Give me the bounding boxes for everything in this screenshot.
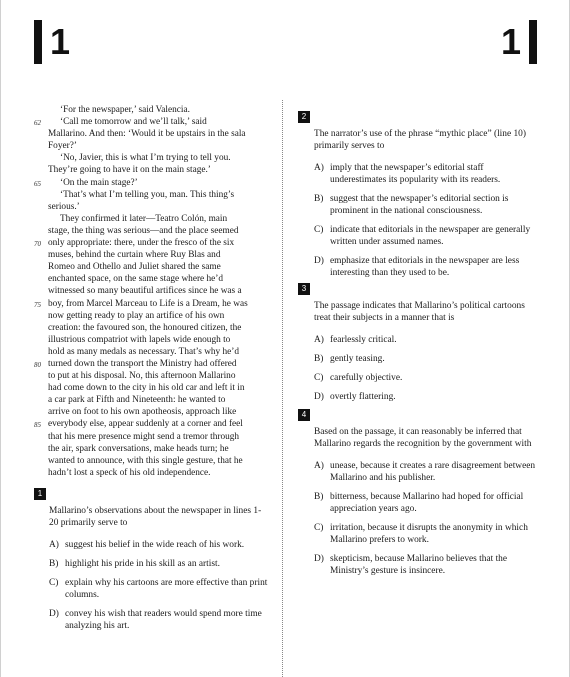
passage-line xyxy=(48,406,273,418)
question-4 xyxy=(298,404,538,584)
answer-choice-a[interactable] xyxy=(314,460,538,484)
choice-letter: D) xyxy=(314,554,324,564)
choice-text: bitterness, because Mallarino had hoped for official appreciation years ago. xyxy=(330,492,524,514)
passage-text: serious.’ xyxy=(48,201,80,212)
passage-line xyxy=(48,164,273,176)
passage-text: ‘No, Javier, this is what I’m trying to tell you. xyxy=(60,153,231,164)
passage-line xyxy=(48,273,273,285)
reading-passage xyxy=(34,104,273,479)
question-1 xyxy=(34,483,269,639)
passage-text: stage, the thing was serious—and the place seemed xyxy=(48,225,239,236)
passage-line xyxy=(34,418,273,430)
passage-text: ‘On the main stage?’ xyxy=(60,177,138,188)
passage-line xyxy=(34,358,273,370)
passage-text: a car park at Fifth and Nineteenth: he wanted to xyxy=(48,395,226,406)
answer-choice-b[interactable] xyxy=(49,558,269,570)
answer-choice-b[interactable] xyxy=(314,353,538,365)
question-stem: The narrator’s use of the phrase “mythic place” (line 10) primarily serves to xyxy=(314,129,526,151)
answer-choice-a[interactable] xyxy=(49,539,269,551)
passage-line xyxy=(48,443,273,455)
passage-line xyxy=(48,455,273,467)
question-number-badge: 4 xyxy=(298,409,310,421)
choice-text: indicate that editorials in the newspaper are generally written under assumed names. xyxy=(330,225,531,247)
section-number-right: 1 xyxy=(500,21,521,62)
choice-letter: C) xyxy=(314,373,324,383)
passage-text: Romeo and Othello and Juliet shared the same xyxy=(48,262,221,273)
passage-line xyxy=(48,346,273,358)
answer-choice-c[interactable] xyxy=(314,522,538,546)
choice-letter: A) xyxy=(314,163,324,173)
passage-text: the air, spark conversations, make heads turn; he xyxy=(48,443,229,454)
passage-text: arrive on foot to his own apotheosis, approach like xyxy=(48,407,237,418)
choice-letter: D) xyxy=(49,609,59,619)
choice-text: emphasize that editorials in the newspaper are less interesting than they used to be. xyxy=(330,256,520,278)
choice-text: suggest that the newspaper’s editorial section is prominent in the national consciousness. xyxy=(330,194,509,216)
passage-text: only appropriate: there, under the fresco of the six xyxy=(48,238,235,249)
answer-choice-d[interactable] xyxy=(49,608,269,632)
passage-line xyxy=(48,249,273,261)
answer-choice-d[interactable] xyxy=(314,255,538,279)
answer-choice-c[interactable] xyxy=(314,372,538,384)
answer-choice-a[interactable] xyxy=(314,162,538,186)
passage-line xyxy=(48,382,273,394)
passage-text: creation: the favoured son, the honoured citizen, the xyxy=(48,322,242,333)
passage-line xyxy=(48,285,273,297)
passage-line xyxy=(48,394,273,406)
choice-letter: B) xyxy=(314,354,324,364)
passage-text: to put at his disposal. No, this afternoon Mallarino xyxy=(48,371,236,382)
choice-text: skepticism, because Mallarino believes that the Ministry’s gesture is insincere. xyxy=(330,554,508,576)
passage-line xyxy=(48,261,273,273)
choice-letter: A) xyxy=(314,335,324,345)
choice-letter: D) xyxy=(314,392,324,402)
choice-text: highlight his pride in his skill as an artist. xyxy=(65,559,220,569)
passage-text: wanted to announce, with this single gesture, that he xyxy=(48,455,243,466)
line-number: 75 xyxy=(34,300,41,309)
passage-text: now getting ready to play an artifice of his own xyxy=(48,310,225,321)
passage-text: Mallarino. And then: ‘Would it be upstairs in the sala xyxy=(48,129,246,140)
answer-choice-a[interactable] xyxy=(314,334,538,346)
passage-line xyxy=(48,213,273,225)
line-number: 62 xyxy=(34,119,41,128)
passage-text: They confirmed it later—Teatro Colón, main xyxy=(60,213,228,224)
choice-letter: B) xyxy=(49,559,59,569)
choice-text: carefully objective. xyxy=(330,373,403,383)
line-number: 80 xyxy=(34,360,41,369)
question-2 xyxy=(298,106,538,286)
passage-text: hold as many medals as necessary. That’s why he’d xyxy=(48,346,240,357)
choice-letter: B) xyxy=(314,492,324,502)
passage-line xyxy=(48,467,273,479)
answer-choice-b[interactable] xyxy=(314,193,538,217)
choice-text: imply that the newspaper’s editorial staff underestimates its popularity with its readers. xyxy=(330,163,501,185)
passage-text: that his mere presence might send a tremor through xyxy=(48,431,240,442)
line-number: 85 xyxy=(34,421,41,430)
question-stem: The passage indicates that Mallarino’s political cartoons treat their subjects in a manner that is xyxy=(314,301,525,323)
passage-text: ‘For the newspaper,’ said Valencia. xyxy=(60,105,190,115)
question-number-badge: 3 xyxy=(298,283,310,295)
passage-line xyxy=(48,189,273,201)
choice-letter: C) xyxy=(314,225,324,235)
passage-text: enchanted space, on the same stage where he’d xyxy=(48,274,224,285)
passage-line xyxy=(48,225,273,237)
answer-choice-b[interactable] xyxy=(314,491,538,515)
passage-line xyxy=(34,237,273,249)
passage-text: everybody else, appear suddenly at a corner and feel xyxy=(48,419,243,430)
choice-text: fearlessly critical. xyxy=(330,335,397,345)
line-number: 70 xyxy=(34,240,41,249)
passage-text: illustrious compatriot with lapels wide enough to xyxy=(48,334,231,345)
choice-text: explain why his cartoons are more effective than print columns. xyxy=(65,578,268,600)
question-number-badge: 1 xyxy=(34,488,46,500)
passage-line xyxy=(48,310,273,322)
passage-line xyxy=(48,140,273,152)
choice-text: unease, because it creates a rare disagreement between Mallarino and his publisher. xyxy=(330,461,536,483)
answer-choice-c[interactable] xyxy=(314,224,538,248)
question-stem: Based on the passage, it can reasonably be inferred that Mallarino regards the recognition by the government with xyxy=(314,427,532,449)
answer-choice-d[interactable] xyxy=(314,391,538,403)
passage-text: hadn’t lost a speck of his old independence. xyxy=(48,467,211,478)
choice-text: suggest his belief in the wide reach of his work. xyxy=(65,540,245,550)
passage-line xyxy=(48,152,273,164)
section-number-left: 1 xyxy=(50,21,71,62)
line-number: 65 xyxy=(34,179,41,188)
answer-choice-d[interactable] xyxy=(314,553,538,577)
choice-letter: A) xyxy=(49,540,59,550)
passage-line xyxy=(48,104,273,116)
passage-line xyxy=(34,116,273,128)
passage-line xyxy=(48,322,273,334)
passage-text: Foyer?’ xyxy=(48,141,77,152)
column-divider xyxy=(282,100,283,677)
choice-text: overtly flattering. xyxy=(330,392,396,402)
section-header-left xyxy=(34,20,70,64)
passage-line xyxy=(34,177,273,189)
choice-letter: C) xyxy=(314,523,324,533)
choice-letter: C) xyxy=(49,578,59,588)
choice-text: irritation, because it disrupts the anonymity in which Mallarino prefers to work. xyxy=(330,523,528,545)
choice-letter: A) xyxy=(314,461,324,471)
passage-text: muses, behind the curtain where Ruy Blas and xyxy=(48,250,221,261)
section-header-right xyxy=(501,20,537,64)
question-3 xyxy=(298,278,538,410)
section-bar-left xyxy=(34,20,42,64)
choice-letter: D) xyxy=(314,256,324,266)
passage-text: witnessed so many beautiful artifices since he was a xyxy=(48,286,242,297)
passage-line xyxy=(48,431,273,443)
passage-text: boy, from Marcel Marceau to Life is a Dream, he was xyxy=(48,298,248,309)
passage-line xyxy=(34,298,273,310)
passage-text: ‘That’s what I’m telling you, man. This thing’s xyxy=(60,189,235,200)
passage-text: turned down the transport the Ministry had offered xyxy=(48,358,237,369)
passage-line xyxy=(48,334,273,346)
question-number-badge: 2 xyxy=(298,111,310,123)
passage-line xyxy=(48,201,273,213)
question-stem: Mallarino’s observations about the newspaper in lines 1-20 primarily serve to xyxy=(49,506,262,528)
passage-text: ‘Call me tomorrow and we’ll talk,’ said xyxy=(60,117,207,128)
passage-text: They’re going to have it on the main stage.’ xyxy=(48,165,211,176)
choice-text: gently teasing. xyxy=(330,354,385,364)
passage-text: had come down to the city in his old car and left it in xyxy=(48,383,245,394)
passage-line xyxy=(48,128,273,140)
answer-choice-c[interactable] xyxy=(49,577,269,601)
choice-letter: B) xyxy=(314,194,324,204)
section-bar-right xyxy=(529,20,537,64)
choice-text: convey his wish that readers would spend more time analyzing his art. xyxy=(65,609,262,631)
passage-line xyxy=(48,370,273,382)
